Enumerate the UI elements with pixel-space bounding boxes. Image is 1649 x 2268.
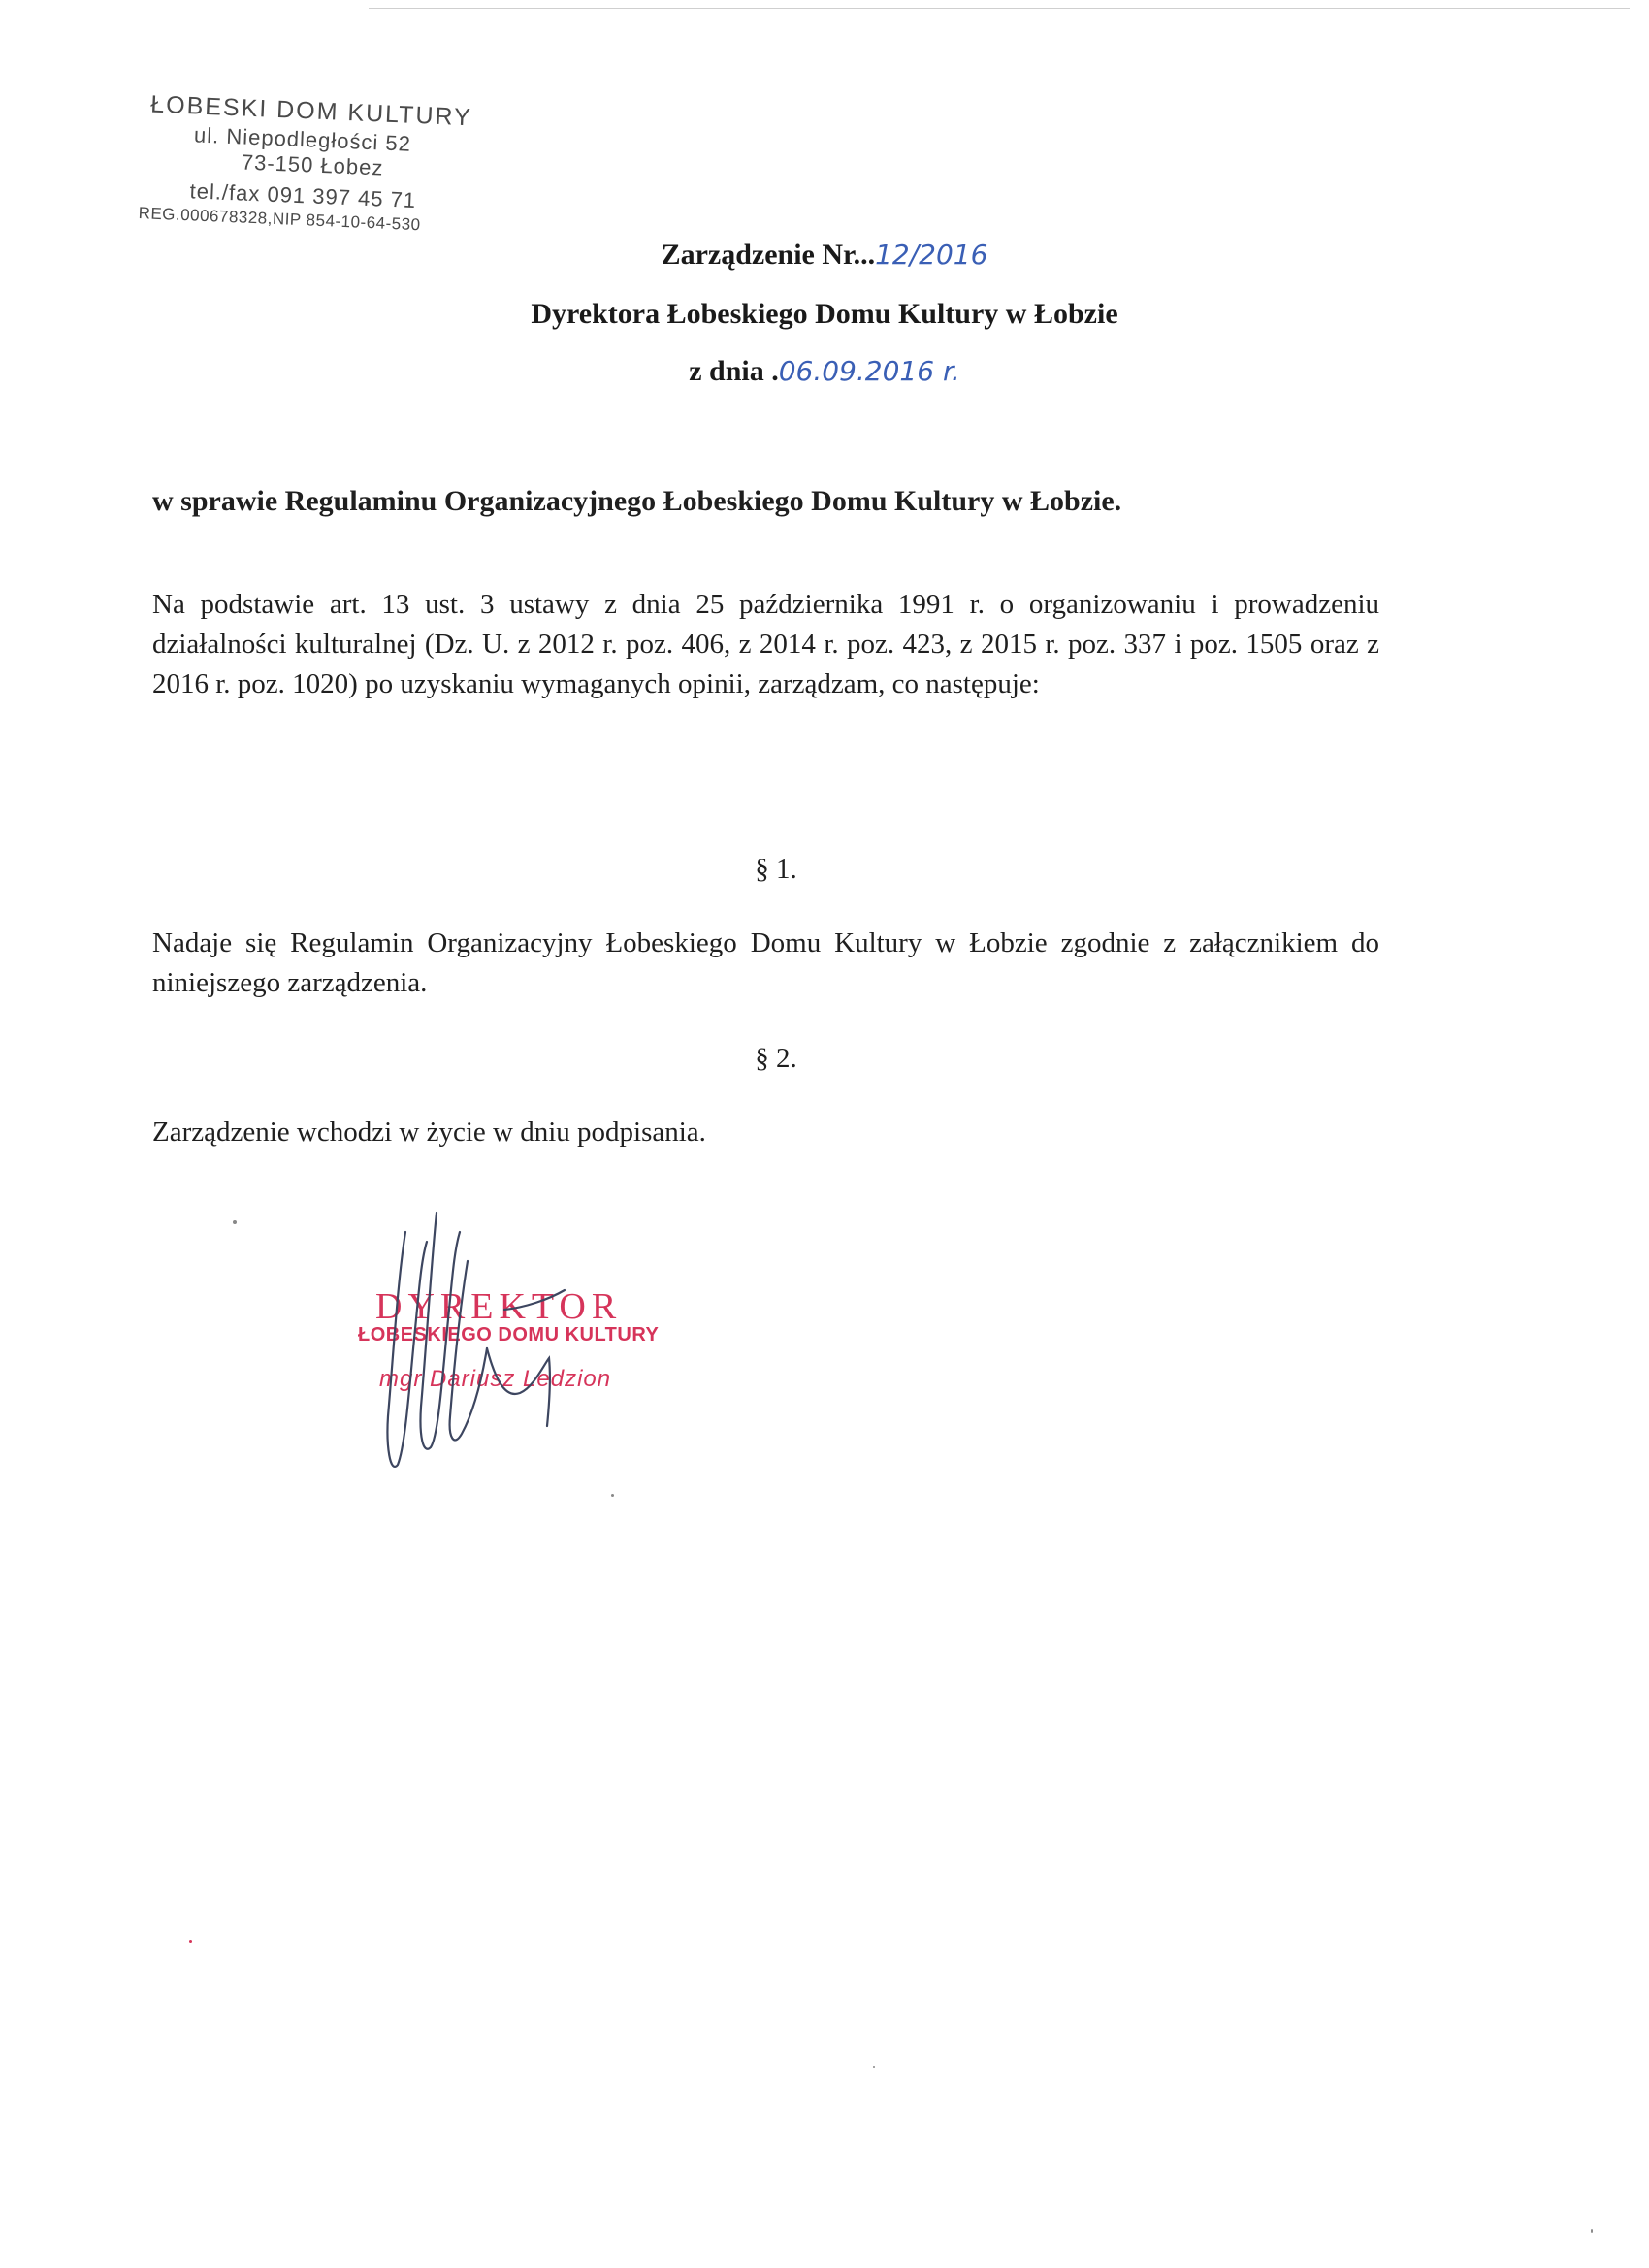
issuer-line: Dyrektora Łobeskiego Domu Kultury w Łobzie <box>531 298 1118 330</box>
section-text-2: Zarządzenie wchodzi w życie w dniu podpisania. <box>152 1117 706 1148</box>
scan-speck <box>611 1494 614 1497</box>
section-mark-1: § 1. <box>755 854 797 885</box>
date-handwritten: 06.09.2016 r. <box>778 355 960 387</box>
seal-title: DYREKTOR <box>375 1286 623 1327</box>
handwritten-signature <box>359 1193 669 1484</box>
date-prefix: z dnia <box>689 355 764 387</box>
section-mark-2: § 2. <box>755 1043 797 1074</box>
letterhead-phone: tel./fax 091 397 45 71 <box>189 178 417 213</box>
letterhead-stamp <box>111 89 542 240</box>
seal-institution: ŁOBESKIEGO DOMU KULTURY <box>358 1324 660 1345</box>
letterhead-street: ul. Niepodległości 52 <box>193 122 412 156</box>
scan-speck <box>1591 2229 1593 2233</box>
scan-speck <box>233 1220 237 1224</box>
scan-speck <box>189 1940 192 1943</box>
date-line: z dnia .06.09.2016 r. <box>689 355 960 387</box>
section-text-1: Nadaje się Regulamin Organizacyjny Łobeskiego Domu Kultury w Łobzie zgodnie z załącznikiem do niniejszego zarządzenia. <box>152 927 1379 998</box>
letterhead-registry: REG.000678328,NIP 854-10-64-530 <box>138 204 421 235</box>
seal-person: mgr Dariusz Ledzion <box>379 1366 612 1392</box>
scan-edge-line <box>369 8 1630 9</box>
document-subject: w sprawie Regulaminu Organizacyjnego Łobeskiego Domu Kultury w Łobzie. <box>152 485 1122 517</box>
order-number-handwritten: 12/2016 <box>875 239 988 271</box>
order-title: Zarządzenie Nr...12/2016 <box>661 239 988 271</box>
order-prefix: Zarządzenie Nr <box>661 239 854 271</box>
scan-speck <box>873 2066 875 2068</box>
letterhead-city: 73-150 Łobez <box>241 149 384 180</box>
legal-basis-paragraph: Na podstawie art. 13 ust. 3 ustawy z dnia 25 października 1991 r. o organizowaniu i prowadzeniu działalności kulturalnej (Dz. U. z 2012 r. poz. 406, z 2014 r. poz. 423, z 2015 r. poz. 337 i poz. 1505 oraz z 2016 r. poz. 1020) po uzyskaniu wymaganych opinii, zarządzam, co następuje: <box>152 589 1379 699</box>
letterhead-name: ŁOBESKI DOM KULTURY <box>149 90 473 132</box>
